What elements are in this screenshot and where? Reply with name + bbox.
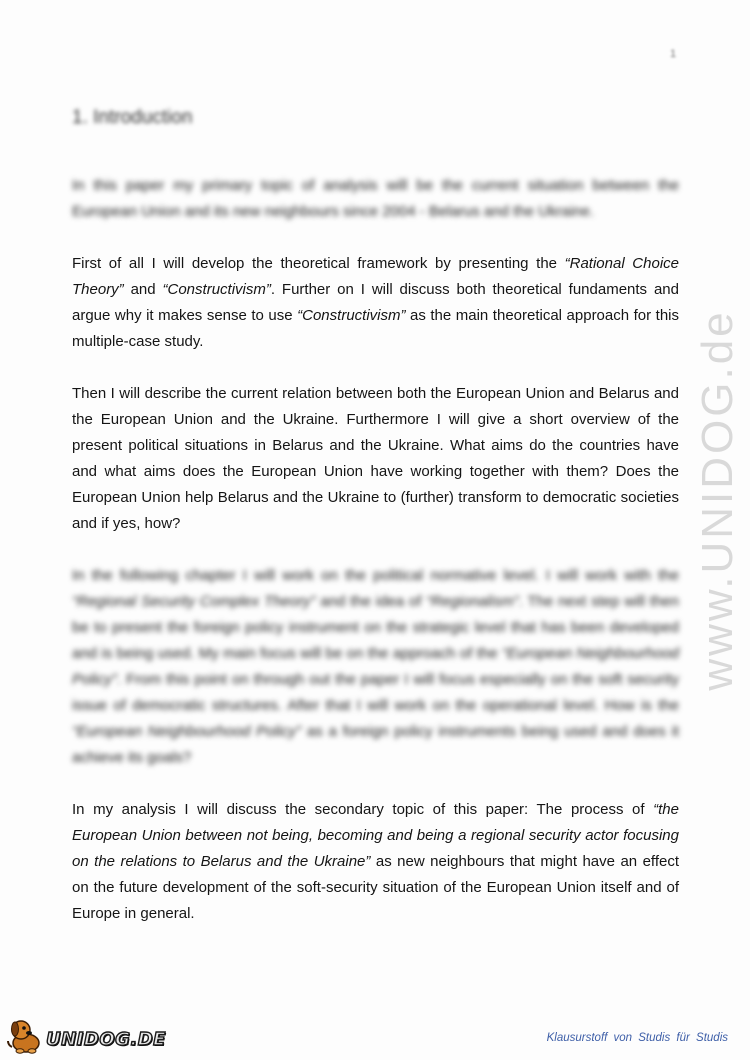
paragraph-4-text: . The next step will then be to present the foreign policy instrument on the strategic level that has been developed and is being used. My main focus will be on the approach of the [72,593,679,662]
paragraph-4-text: and the idea of [315,593,427,610]
paragraph-4-term: “European Neighbourhood Policy” [72,645,680,688]
page-number: 1 [670,48,677,60]
watermark: www.UNIDOG.de [693,309,742,691]
paragraph-2-text: . Further on I will discuss both theoretical fundaments and argue why it makes sense to use [72,281,679,324]
paragraph-2-text: First of all I will develop the theoretical framework by presenting the [72,255,565,272]
paragraph-2-term: “Constructivism” [297,307,406,324]
paragraph-2-text: as the main theoretical approach for this multiple-case study. [72,307,679,350]
paragraph-1: In this paper my primary topic of analysis will be the current situation between the European Union and its new neighbours since 2004 - Belarus and the Ukraine. [72,177,679,220]
paragraph-4-term: “European Neighbourhood Policy” [72,723,302,740]
paragraph-4-text: as a foreign policy instruments being used and does it achieve its goals? [72,723,679,766]
paragraph-4-text: In the following chapter I will work on the political normative level. I will work with the [72,567,679,584]
paragraph-5-quote: “the European Union between not being, becoming and being a regional security actor focusing on the relations to Belarus and the Ukraine” [72,801,679,870]
paragraph-4-text: . From this point on through out the paper I will focus especially on the soft security issue of democratic structures. After that I will work on the operational level. How is the [72,671,679,714]
paragraph-2 [72,251,679,355]
logo-text: UNIDOG.DE [46,1028,166,1050]
footer-slogan: Klausurstoff von Studis für Studis [546,1032,728,1044]
paragraph-4-term: “Regionalism” [426,593,519,610]
unidog-logo[interactable] [4,1015,166,1055]
paragraph-5-text: In my analysis I will discuss the secondary topic of this paper: The process of [72,801,654,818]
paragraph-2-text: and [123,281,163,298]
dog-mascot-icon [4,1015,50,1055]
paragraph-4 [72,563,679,771]
paragraph-4-term: “Regional Security Complex Theory” [72,593,316,610]
paragraph-2-term: “Constructivism” [162,281,271,298]
paragraph-2-term: “Rational Choice Theory” [72,255,679,298]
section-heading: 1. Introduction [72,107,193,128]
paragraph-5-text: as new neighbours that might have an effect on the future development of the soft-security situation of the European Union itself and of Europe in general. [72,853,680,922]
paragraph-5 [72,797,679,927]
paragraph-3: Then I will describe the current relation between both the European Union and Belarus and the European Union and the Ukraine. Furthermore I will give a short overview of the present political situations in Belarus and the Ukraine. What aims do the countries have and what aims does the European Union have working together with them? Does the European Union help Belarus and the Ukraine to (further) transform to democratic societies and if yes, how? [72,385,679,532]
